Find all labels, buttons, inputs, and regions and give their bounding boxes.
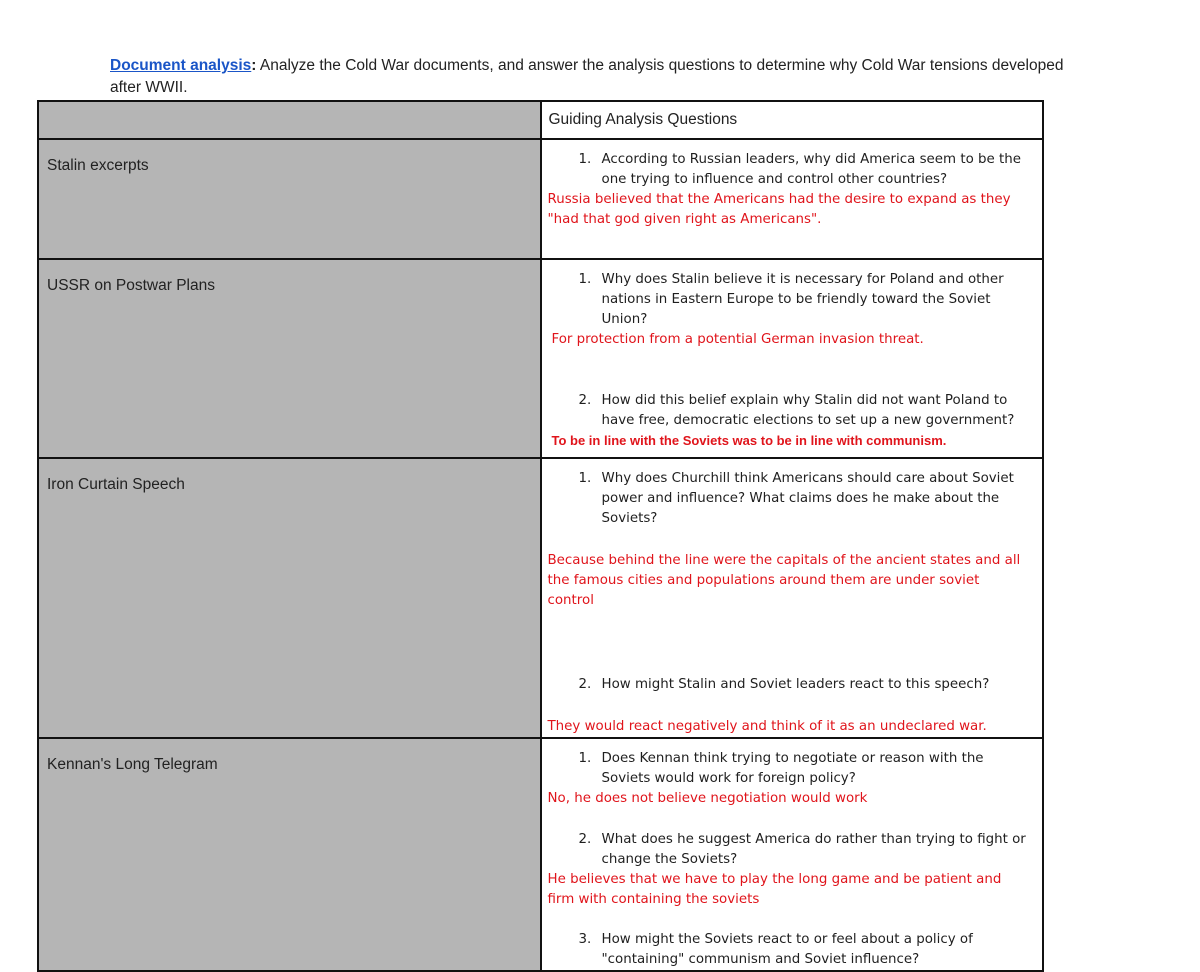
- question-number: 3.: [578, 932, 592, 947]
- question-number: 2.: [578, 393, 592, 408]
- question-number: 2.: [578, 677, 592, 692]
- question-item: [548, 270, 1031, 330]
- question-number: 1.: [578, 152, 592, 167]
- answer-text: Because behind the line were the capitals of the ancient states and all the famous cities and populations around them are under soviet control: [547, 553, 1021, 608]
- question-item: [548, 930, 1031, 970]
- question-item: [548, 675, 1031, 695]
- questions-cell: [541, 139, 1044, 259]
- answer-text: They would react negatively and think of it as an undeclared war.: [547, 719, 987, 734]
- question-item: [548, 391, 1031, 431]
- table-row: [38, 139, 1043, 259]
- question-number: 1.: [578, 272, 592, 287]
- question-item: [548, 469, 1031, 529]
- table-row: [38, 738, 1043, 971]
- answer-text: No, he does not believe negotiation would work: [547, 791, 868, 806]
- answer-text: Russia believed that the Americans had the desire to expand as they "had that god given right as Americans".: [547, 192, 1011, 227]
- row-label-stalin-excerpts: Stalin excerpts: [38, 139, 541, 259]
- question-text: How might Stalin and Soviet leaders react to this speech?: [601, 677, 990, 692]
- question-text: Why does Churchill think Americans should care about Soviet power and influence? What claims does he make about the Soviets?: [601, 471, 1014, 526]
- document-analysis-heading: Document analysis: [110, 57, 252, 74]
- questions-cell: [541, 259, 1044, 458]
- answer-text: To be in line with the Soviets was to be in line with communism.: [551, 433, 947, 448]
- questions-cell: [541, 738, 1044, 971]
- question-item: [548, 150, 1031, 190]
- question-text: Does Kennan think trying to negotiate or reason with the Soviets would work for foreign policy?: [601, 751, 984, 786]
- heading-colon: :: [251, 57, 257, 74]
- header-blank-cell: [38, 101, 541, 139]
- question-text: How might the Soviets react to or feel about a policy of "containing" communism and Soviet influence?: [601, 932, 973, 967]
- instructions: [110, 55, 1070, 99]
- row-label-iron-curtain-speech: Iron Curtain Speech: [38, 458, 541, 738]
- questions-cell: [541, 458, 1044, 738]
- question-item: [548, 749, 1031, 789]
- question-number: 1.: [578, 751, 592, 766]
- analysis-table: [37, 100, 1044, 972]
- question-text: What does he suggest America do rather than trying to fight or change the Soviets?: [601, 832, 1026, 867]
- question-number: 2.: [578, 832, 592, 847]
- question-number: 1.: [578, 471, 592, 486]
- question-text: Why does Stalin believe it is necessary for Poland and other nations in Eastern Europe to be friendly toward the Soviet Union?: [601, 272, 1004, 327]
- table-row: [38, 458, 1043, 738]
- question-item: [548, 830, 1031, 870]
- question-text: According to Russian leaders, why did America seem to be the one trying to influence and control other countries?: [601, 152, 1021, 187]
- table-row: [38, 259, 1043, 458]
- answer-text: For protection from a potential German invasion threat.: [551, 332, 924, 347]
- answer-text: He believes that we have to play the long game and be patient and firm with containing the soviets: [547, 872, 1002, 907]
- instructions-text: Analyze the Cold War documents, and answer the analysis questions to determine why Cold War tensions developed after WWII.: [110, 57, 1064, 96]
- question-text: How did this belief explain why Stalin did not want Poland to have free, democratic elections to set up a new government?: [601, 393, 1015, 428]
- row-label-kennans-long-telegram: Kennan's Long Telegram: [38, 738, 541, 971]
- table-header-row: [38, 101, 1043, 139]
- row-label-ussr-postwar-plans: USSR on Postwar Plans: [38, 259, 541, 458]
- header-guiding-questions: Guiding Analysis Questions: [541, 101, 1044, 139]
